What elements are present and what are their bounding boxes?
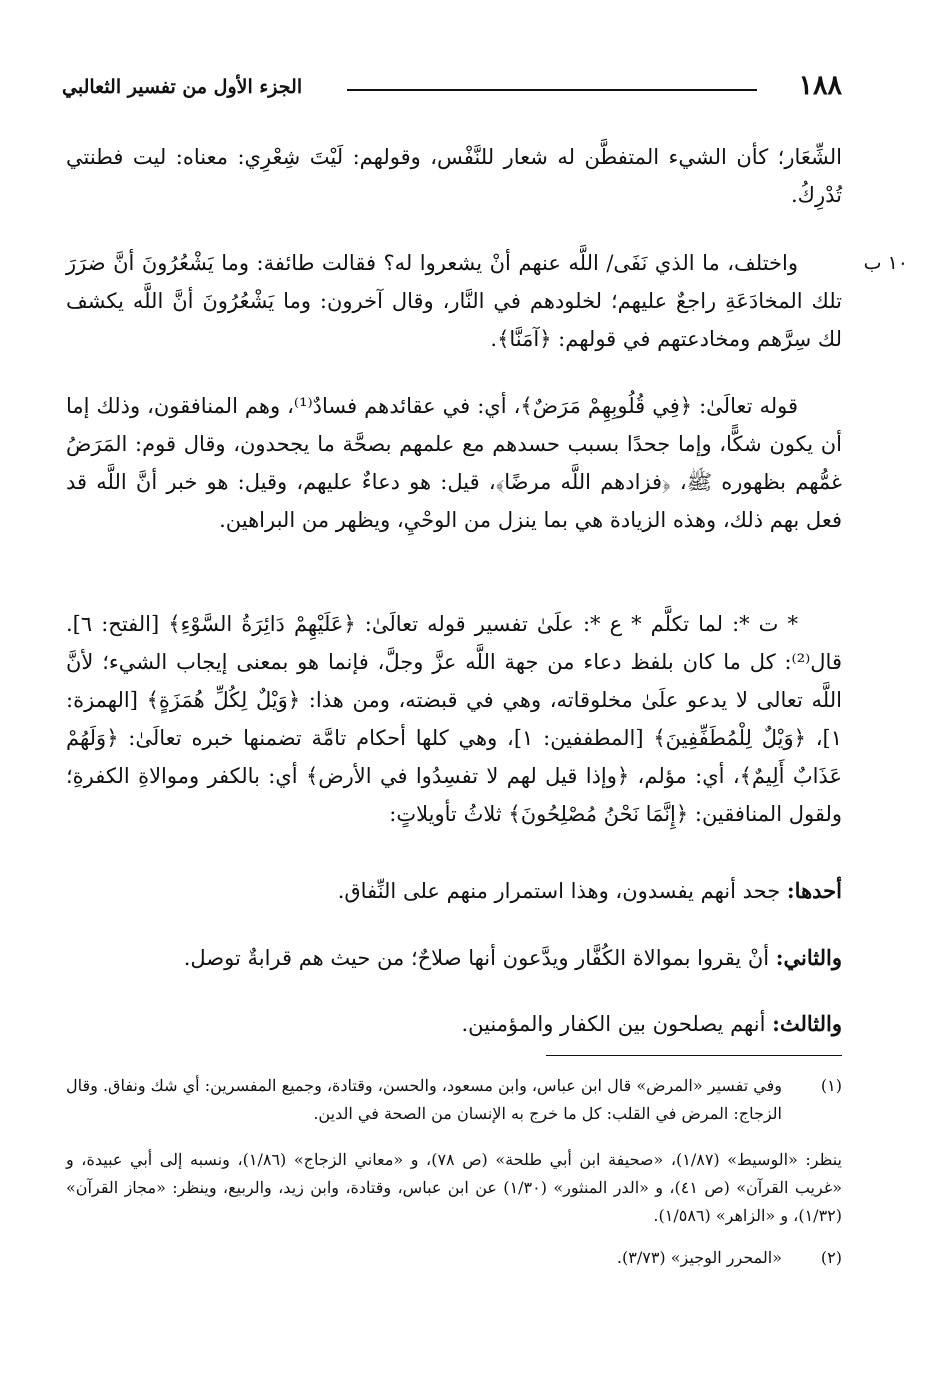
footnote-text: ينظر: «الوسيط» (١/٨٧)، «صحيفة ابن أبي طلحة» (ص ٧٨)، و «معاني الزجاج» (١/٨٦)، ونسبه إلى أبي عبيدة، و «غريب القرآن» (ص ٤١)، و «الدر المنثور» (١/٣٠) عن ابن عباس، وقتادة، وابن زيد، والربيع، وينظر: «مجاز القرآن» (١/٣٢)، و «الزاهر» (١/٥٨٦).: [66, 1150, 843, 1225]
interpretation-label: والثاني:: [775, 945, 842, 970]
interpretation-text: جحد أنهم يفسدون، وهذا استمرار منهم على النِّفاق.: [337, 879, 781, 903]
header-rule: [347, 89, 757, 91]
interpretation-3: [66, 1005, 842, 1043]
footnote-1-references: [66, 1146, 842, 1230]
interpretation-1: [66, 872, 842, 910]
page-header: [62, 70, 842, 110]
manuscript-folio-note: ١٠ ب: [863, 252, 908, 274]
paragraph-1: الشِّعَار؛ كأن الشيء المتفطَّن له شعار للنَّفْس، وقولهم: لَيْتَ شِعْرِي: معناه: ليت فطنتي تُدْرِكُ.: [66, 145, 842, 207]
page-number: ١٨٨: [798, 70, 842, 101]
footnote-separator: [546, 1055, 842, 1056]
footnote-2: [66, 1244, 842, 1272]
paragraph-2: واختلف، ما الذي نَفَى/ اللَّه عنهم أنْ يشعروا له؟ فقالت طائفة: وما يَشْعُرُونَ أنَّ ضرَرَ تلك المخادَعَةِ راجعٌ عليهم؛ لخلودهم في النَّار، وقال آخرون: وما يَشْعُرُونَ أنَّ اللَّه يكشف لك سِرَّهم ومخادعتهم في قولهم: ﴿آمَنَّا﴾.: [66, 251, 842, 351]
footnote-1: [66, 1072, 842, 1128]
footnote-text: «المحرر الوجيز» (٣/٧٣).: [616, 1248, 782, 1267]
interpretation-text: أنْ يقروا بموالاة الكُفَّار ويدَّعون أنها صلاحٌ؛ من حيث هم قرابةٌ توصل.: [183, 946, 770, 970]
interpretation-label: والثالث:: [772, 1011, 842, 1036]
interpretation-text: أنهم يصلحون بين الكفار والمؤمنين.: [461, 1012, 766, 1036]
paragraph-3: قوله تعالَىٰ: ﴿فِي قُلُوبِهِمْ مَرَضٌ﴾، أي: في عقائدهم فسادٌ⁽¹⁾، وهم المنافقون، وذلك إما أن يكون شكًّا، وإما جحدًا بسبب حسدهم مع علمهم بصحَّة ما يجحدون، وقال قوم: المَرَضُ غمُّهم بظهوره ﷺ، ﴿فزادهم اللَّه مرضًا﴾، قيل: هو دعاءٌ عليهم، وقيل: هو خبر أنَّ اللَّه قد فعل بهم ذلك، وهذه الزيادة هي بما ينزل من الوحْيِ، ويظهر من البراهين.: [66, 394, 842, 532]
running-title: الجزء الأول من تفسير الثعالبي: [62, 76, 303, 98]
interpretation-label: أحدها:: [786, 878, 842, 903]
footnote-text: وفي تفسير «المرض» قال ابن عباس، وابن مسعود، والحسن، وقتادة، وجميع المفسرين: أي شك ونفاق. وقال الزجاج: المرض في القلب: كل ما خرج به الإنسان من الصحة في الدين.: [65, 1076, 782, 1123]
footnote-number: (١): [820, 1076, 842, 1095]
footnote-number: (٢): [820, 1248, 842, 1267]
interpretation-2: [66, 939, 842, 977]
paragraph-4: * ت *: لما تكلَّم * ع *: علَىٰ تفسير قوله تعالَىٰ: ﴿عَلَيْهِمْ دَائِرَةُ السَّوْءِ﴾ [الفتح: ٦]. قال⁽²⁾: كل ما كان بلفظ دعاء من جهة اللَّه عزَّ وجلَّ، فإنما هو بمعنى إيجاب الشيء؛ لأنَّ اللَّه تعالى لا يدعو علَىٰ مخلوقاته، وهي في قبضته، ومن هذا: ﴿وَيْلٌ لِكُلِّ هُمَزَةٍ﴾ [الهمزة: ١]، ﴿وَيْلٌ لِلْمُطَفِّفِينَ﴾ [المطففين: ١]، وهي كلها أحكام تامَّة تضمنها خبره تعالَىٰ: ﴿وَلَهُمْ عَذَابٌ أَلِيمٌ﴾، أي: مؤلم، ﴿وإذا قيل لهم لا تفسِدُوا في الأرض﴾ أي: بالكفر وموالاةِ الكفرةِ؛ ولقول المنافقين: ﴿إِنَّمَا نَحْنُ مُصْلِحُونَ﴾ ثلاثُ تأويلاتٍ:: [66, 612, 842, 826]
